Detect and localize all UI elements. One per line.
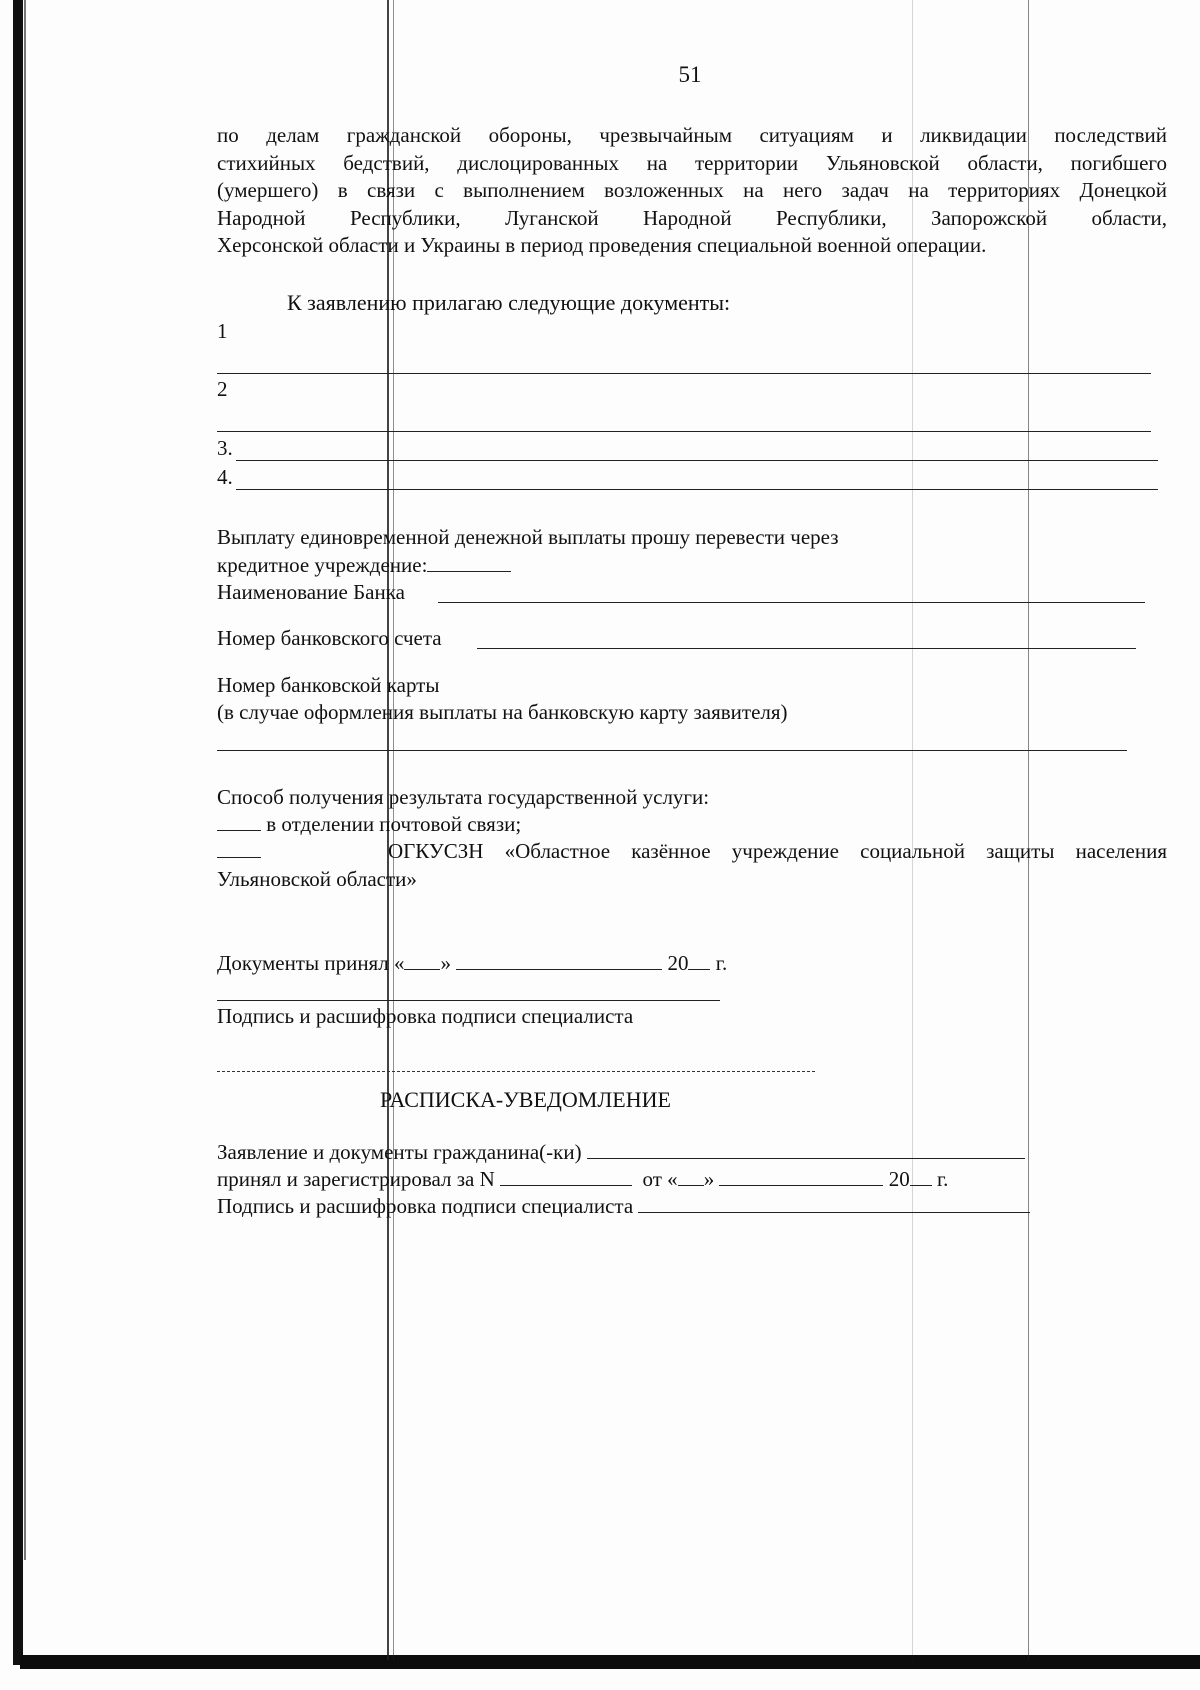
- result-option-post-label: в отделении почтовой связи;: [266, 812, 522, 836]
- receipt-signature-field[interactable]: [638, 1194, 1030, 1213]
- scan-edge-left-thin: [24, 0, 26, 1560]
- payment-line-2: [217, 552, 511, 579]
- card-field[interactable]: [217, 750, 1127, 751]
- accepted-signature-field[interactable]: [217, 1000, 720, 1001]
- intro-line: (умершего) в связи с выполнением возложенных на него задач на территориях Донецкой: [217, 178, 1167, 202]
- accepted-year-field[interactable]: [688, 951, 710, 970]
- attachment-line-2[interactable]: [217, 431, 1151, 432]
- page-number: 51: [678, 62, 702, 87]
- receipt-line-3: [217, 1193, 1030, 1220]
- receipt-month-field[interactable]: [719, 1167, 883, 1186]
- receipt-number-field[interactable]: [500, 1167, 632, 1186]
- credit-institution-field[interactable]: [427, 553, 511, 572]
- receipt-day-field[interactable]: [678, 1167, 704, 1186]
- result-option-agency-line: Ульяновской области»: [217, 866, 417, 891]
- intro-line: стихийных бедствий, дислоцированных на территории Ульяновской области, погибшего: [217, 150, 1167, 175]
- result-option-post: [217, 811, 521, 838]
- account-label: Номер банковского счета: [217, 626, 442, 650]
- accepted-signature-label: Подпись и расшифровка подписи специалиста: [217, 1004, 634, 1028]
- card-label: Номер банковской карты: [217, 673, 440, 697]
- receipt-applicant-field[interactable]: [587, 1140, 1025, 1159]
- intro-line: Херсонской области и Украины в период проведения специальной военной операции.: [217, 233, 987, 257]
- attachment-line-1[interactable]: [217, 373, 1151, 374]
- receipt-year-field[interactable]: [910, 1167, 932, 1186]
- intro-line: Народной Республики, Луганской Народной Республики, Запорожской области,: [217, 205, 1167, 230]
- scan-edge-left: [13, 0, 23, 1665]
- accepted-day-field[interactable]: [404, 951, 440, 970]
- bank-name-label: Наименование Банка: [217, 580, 405, 604]
- receipt-signature-label: Подпись и расшифровка подписи специалиста: [217, 1194, 634, 1218]
- intro-paragraph: [217, 122, 1167, 260]
- result-option-post-mark[interactable]: [217, 812, 261, 831]
- cut-line: [217, 1071, 815, 1072]
- attachment-line-3[interactable]: [236, 460, 1158, 461]
- attachment-number-1: 1: [217, 319, 228, 343]
- receipt-title: РАСПИСКА-УВЕДОМЛЕНИЕ: [380, 1087, 671, 1112]
- receipt-line-2: принял и зарегистрировал за N от « » 20 г.: [217, 1167, 949, 1191]
- result-option-agency-line: ОГКУСЗН «Областное казённое учреждение социальной защиты населения: [217, 838, 1167, 866]
- receipt-applicant-label: Заявление и документы гражданина(-ки): [217, 1140, 582, 1164]
- accepted-month-field[interactable]: [456, 951, 662, 970]
- accepted-line: Документы принял « » 20 г.: [217, 951, 728, 975]
- account-field[interactable]: [477, 648, 1136, 649]
- attachment-number-4: 4.: [217, 465, 233, 489]
- attachment-line-4[interactable]: [236, 489, 1158, 490]
- card-note: (в случае оформления выплаты на банковскую карту заявителя): [217, 700, 788, 724]
- receipt-registered-label: принял и зарегистрировал за N: [217, 1167, 495, 1191]
- attachment-number-3: 3.: [217, 436, 233, 460]
- result-option-agency: [217, 838, 1167, 893]
- receipt-line-1: [217, 1139, 1025, 1166]
- result-option-agency-mark[interactable]: [217, 839, 261, 858]
- bank-name-field[interactable]: [438, 602, 1145, 603]
- accepted-label: Документы принял «: [217, 951, 405, 975]
- attachments-heading: К заявлению прилагаю следующие документы:: [287, 290, 731, 315]
- attachment-number-2: 2: [217, 377, 228, 401]
- scan-edge-bottom: [20, 1655, 1200, 1669]
- intro-line: по делам гражданской обороны, чрезвычайным ситуациям и ликвидации последствий: [217, 123, 1167, 147]
- credit-institution-label: кредитное учреждение:: [217, 553, 428, 577]
- result-heading: Способ получения результата государственной услуги:: [217, 785, 710, 809]
- payment-line-1: Выплату единовременной денежной выплаты прошу перевести через: [217, 525, 839, 549]
